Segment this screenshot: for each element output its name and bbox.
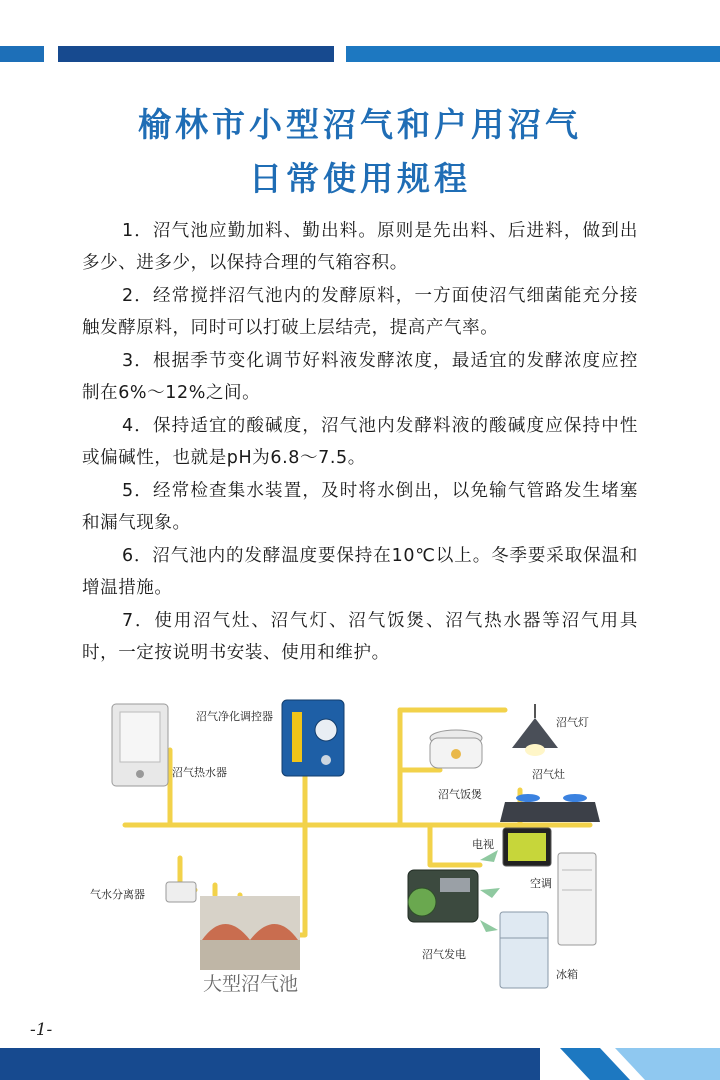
generator-icon xyxy=(408,870,478,922)
separator-icon xyxy=(166,882,196,902)
label-pool: 大型沼气池 xyxy=(203,973,299,995)
air-conditioner-icon xyxy=(558,853,596,945)
water-heater-icon xyxy=(112,704,168,786)
biogas-pool-icon xyxy=(200,896,300,970)
generator-arrows xyxy=(480,850,500,932)
header-bar-middle xyxy=(58,46,334,62)
rule-3: 3．根据季节变化调节好料液发酵浓度，最适宜的发酵浓度应控制在6%～12%之间。 xyxy=(82,351,638,403)
page-title-line1: 榆林市小型沼气和户用沼气 xyxy=(138,105,582,144)
label-separator: 气水分离器 xyxy=(90,888,145,901)
rule-6: 6．沼气池内的发酵温度要保持在10℃以上。冬季要采取保温和增温措施。 xyxy=(82,546,638,598)
header-bar-left xyxy=(0,46,44,62)
rule-4: 4．保持适宜的酸碱度，沼气池内发酵料液的酸碱度应保持中性或偏碱性，也就是pH为6.8～7.5。 xyxy=(82,416,638,468)
label-generator: 沼气发电 xyxy=(422,948,466,961)
stove-icon xyxy=(500,794,600,822)
page-number: -1- xyxy=(30,1020,53,1040)
rule-1: 1．沼气池应勤加料、勤出料。原则是先出料、后进料，做到出多少、进多少，以保持合理的气箱容积。 xyxy=(82,221,638,273)
label-water-heater: 沼气热水器 xyxy=(172,766,227,779)
rule-5: 5．经常检查集水装置，及时将水倒出，以免输气管路发生堵塞和漏气现象。 xyxy=(82,481,638,533)
label-rice-cooker: 沼气饭煲 xyxy=(438,788,482,801)
label-stove: 沼气灶 xyxy=(532,768,565,781)
footer-band xyxy=(0,1048,720,1080)
tv-icon xyxy=(503,828,551,866)
rule-2: 2．经常搅拌沼气池内的发酵原料，一方面使沼气细菌能充分接触发酵原料，同时可以打破上层结壳，提高产气率。 xyxy=(82,286,638,338)
biogas-system-diagram xyxy=(0,690,720,1010)
label-tv: 电视 xyxy=(472,838,494,851)
page-title-line2: 日常使用规程 xyxy=(249,159,471,198)
label-purifier: 沼气净化调控器 xyxy=(196,710,273,723)
header-bar-right xyxy=(346,46,720,62)
label-fridge: 冰箱 xyxy=(556,968,578,981)
purifier-controller-icon xyxy=(282,700,344,776)
rice-cooker-icon xyxy=(430,730,482,768)
label-lamp: 沼气灯 xyxy=(556,716,589,729)
fridge-icon xyxy=(500,912,548,988)
lamp-icon xyxy=(512,704,558,756)
rule-7: 7．使用沼气灶、沼气灯、沼气饭煲、沼气热水器等沼气用具时，一定按说明书安装、使用和维护。 xyxy=(82,611,638,663)
rules-list xyxy=(82,216,638,671)
label-ac: 空调 xyxy=(530,877,552,890)
